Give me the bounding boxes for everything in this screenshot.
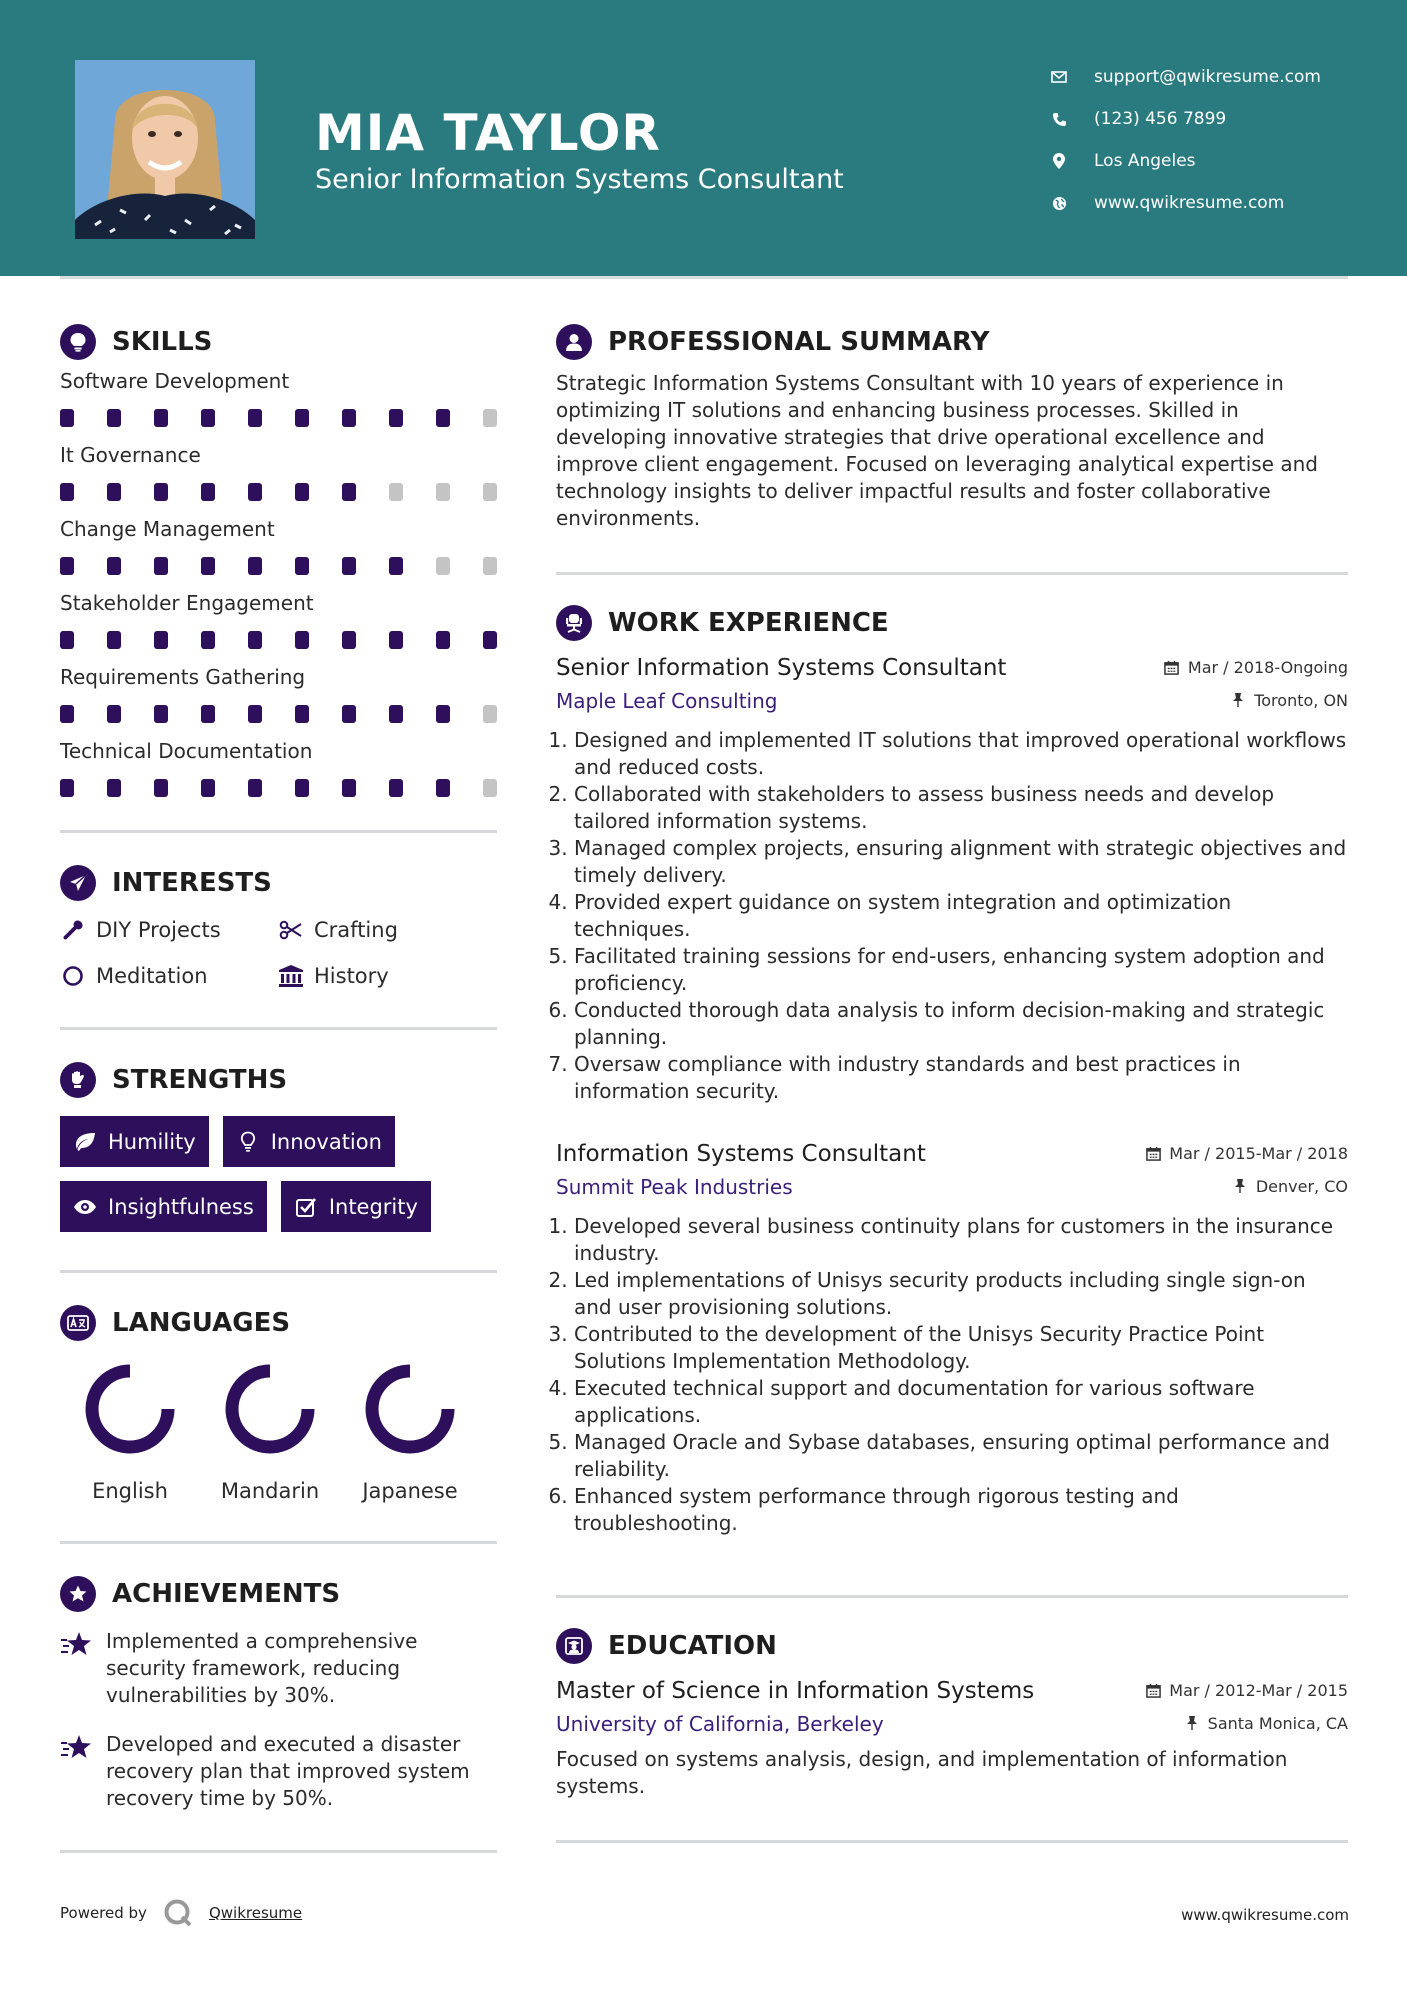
rating-dot-filled: [107, 631, 121, 649]
skill-name: It Governance: [60, 443, 201, 467]
achievements-heading: [60, 1574, 497, 1614]
achievements-title: ACHIEVEMENTS: [112, 1579, 341, 1609]
pushpin-icon: [1230, 692, 1246, 708]
rating-dot-empty: [483, 409, 497, 427]
rating-dot-filled: [248, 483, 262, 501]
graduate-icon: [556, 1628, 592, 1664]
skill-item: [60, 442, 497, 516]
rating-dot-filled: [248, 409, 262, 427]
rating-dot-filled: [154, 557, 168, 575]
star-icon: [60, 1630, 94, 1660]
duty-item: 5. Managed Oracle and Sybase databases, ensuring optimal performance and reliability.: [574, 1429, 1348, 1483]
language-name: English: [92, 1479, 168, 1503]
rating-dot-filled: [295, 409, 309, 427]
skill-item: [60, 738, 497, 812]
rating-dot-empty: [483, 557, 497, 575]
skill-rating: [60, 764, 497, 812]
education-title: EDUCATION: [608, 1631, 777, 1661]
skill-name: Stakeholder Engagement: [60, 591, 314, 615]
strength-label: Integrity: [328, 1194, 418, 1219]
rating-dot-filled: [201, 409, 215, 427]
school-name: University of California, Berkeley: [556, 1712, 884, 1736]
user-icon: [556, 324, 592, 360]
language-progress-ring: [82, 1361, 178, 1457]
rating-dot-filled: [60, 779, 74, 797]
interests-heading: [60, 863, 497, 903]
skill-rating: [60, 394, 497, 442]
rating-dot-filled: [436, 705, 450, 723]
skill-item: [60, 368, 497, 442]
contact-website-text: www.qwikresume.com: [1094, 193, 1285, 213]
achievement-item: [60, 1628, 497, 1709]
summary-title: PROFESSIONAL SUMMARY: [608, 327, 990, 357]
job-subheader: [556, 1175, 1348, 1199]
job-duties: [556, 727, 1348, 1105]
skill-name: Change Management: [60, 517, 275, 541]
calendar-icon: [1145, 1683, 1161, 1699]
rating-dot-filled: [389, 631, 403, 649]
circle-icon: [60, 963, 86, 989]
rating-dot-filled: [107, 705, 121, 723]
contact-location-text: Los Angeles: [1094, 151, 1196, 171]
education-location-text: Santa Monica, CA: [1207, 1713, 1348, 1733]
degree-title: Master of Science in Information Systems: [556, 1678, 1035, 1704]
contact-email[interactable]: [1050, 56, 1380, 98]
education-description: Focused on systems analysis, design, and implementation of information systems.: [556, 1747, 1288, 1798]
contact-phone-text: (123) 456 7899: [1094, 109, 1227, 129]
skills-heading: [60, 322, 497, 362]
strength-tag: [281, 1181, 431, 1232]
footer-url[interactable]: www.qwikresume.com: [1181, 1906, 1349, 1924]
language-item: [340, 1361, 480, 1503]
rating-dot-filled: [342, 409, 356, 427]
interest-item: [278, 963, 497, 989]
rating-dot-empty: [436, 557, 450, 575]
rating-dot-empty: [483, 779, 497, 797]
strengths-heading: [60, 1060, 497, 1100]
calendar-icon: [1164, 660, 1180, 676]
rating-dot-filled: [60, 557, 74, 575]
rating-dot-filled: [60, 409, 74, 427]
contact-website[interactable]: [1050, 182, 1380, 224]
languages-title: LANGUAGES: [112, 1308, 291, 1338]
job-dates: [1145, 1144, 1348, 1163]
rating-dot-empty: [483, 483, 497, 501]
rating-dot-filled: [342, 483, 356, 501]
job-title: Senior Information Systems Consultant: [556, 655, 1007, 681]
rating-dot-filled: [154, 705, 168, 723]
education-dates-text: Mar / 2012-Mar / 2015: [1169, 1681, 1348, 1700]
language-progress-ring: [222, 1361, 318, 1457]
experience-heading: [556, 603, 1348, 643]
rating-dot-empty: [436, 483, 450, 501]
footer-branding: [60, 1898, 302, 1928]
achievements-list: [60, 1628, 497, 1812]
rating-dot-filled: [248, 705, 262, 723]
rating-dot-filled: [342, 557, 356, 575]
rating-dot-filled: [342, 779, 356, 797]
contact-phone[interactable]: [1050, 98, 1380, 140]
envelope-icon: [1050, 68, 1068, 86]
rating-dot-filled: [295, 705, 309, 723]
skill-name: Technical Documentation: [60, 739, 313, 763]
office-chair-icon: [556, 605, 592, 641]
job-dates-text: Mar / 2018-Ongoing: [1187, 658, 1348, 677]
strength-tag: [60, 1181, 267, 1232]
rating-dot-filled: [436, 779, 450, 797]
candidate-name: MIA TAYLOR: [315, 104, 661, 162]
skill-rating: [60, 542, 497, 590]
raised-fist-icon: [60, 1062, 96, 1098]
strength-label: Insightfulness: [108, 1194, 254, 1219]
calendar-icon: [1145, 1146, 1161, 1162]
duty-item: 5. Facilitated training sessions for end-users, enhancing system adoption and proficiency.: [574, 943, 1348, 997]
strength-label: Humility: [108, 1129, 196, 1154]
duty-item: 3. Managed complex projects, ensuring alignment with strategic objectives and timely delivery.: [574, 835, 1348, 889]
summary-text: Strategic Information Systems Consultant with 10 years of experience in optimizing IT solutions and enhancing business processes. Skilled in developing innovative strategies that drive operational excellence and improve client engagement. Focused on leveraging analytical expertise and technology insights to deliver impactful results and foster collaborative environments.: [556, 371, 1318, 530]
rating-dot-filled: [389, 557, 403, 575]
rating-dot-filled: [201, 705, 215, 723]
rating-dot-filled: [248, 779, 262, 797]
rating-dot-filled: [295, 483, 309, 501]
section-divider: [60, 1850, 497, 1853]
rating-dot-filled: [389, 705, 403, 723]
rating-dot-filled: [107, 483, 121, 501]
language-name: Japanese: [362, 1479, 458, 1503]
rating-dot-filled: [483, 631, 497, 649]
rating-dot-filled: [342, 705, 356, 723]
rating-dot-filled: [154, 631, 168, 649]
skill-item: [60, 664, 497, 738]
rating-dot-filled: [60, 483, 74, 501]
job-header: [556, 655, 1348, 681]
education-dates: [1145, 1681, 1348, 1700]
contact-list: [1050, 56, 1380, 224]
rating-dot-filled: [201, 779, 215, 797]
rating-dot-filled: [436, 631, 450, 649]
experience-title: WORK EXPERIENCE: [608, 608, 889, 638]
rating-dot-filled: [295, 557, 309, 575]
job-header: [556, 1141, 1348, 1167]
rating-dot-filled: [389, 779, 403, 797]
achievement-text: Developed and executed a disaster recovery plan that improved system recovery time by 50%.: [106, 1732, 470, 1810]
lightbulb-icon: [235, 1129, 261, 1155]
rating-dot-filled: [295, 631, 309, 649]
interest-label: DIY Projects: [96, 918, 221, 942]
candidate-title: Senior Information Systems Consultant: [315, 164, 844, 195]
education-location: [1184, 1714, 1348, 1733]
education-entry: [556, 1678, 1348, 1800]
achievement-text: Implemented a comprehensive security framework, reducing vulnerabilities by 30%.: [106, 1629, 418, 1707]
duty-item: 6. Conducted thorough data analysis to inform decision-making and strategic planning.: [574, 997, 1348, 1051]
qwikresume-link[interactable]: Qwikresume: [208, 1904, 303, 1922]
languages-list: [60, 1361, 480, 1503]
job-company: Summit Peak Industries: [556, 1175, 793, 1199]
rating-dot-filled: [154, 483, 168, 501]
duty-item: 4. Provided expert guidance on system integration and optimization techniques.: [574, 889, 1348, 943]
rating-dot-filled: [107, 557, 121, 575]
language-item: [60, 1361, 200, 1503]
skill-name: Software Development: [60, 369, 290, 393]
header-divider: [60, 276, 1348, 279]
rating-dot-empty: [483, 705, 497, 723]
star-badge-icon: [60, 1576, 96, 1612]
rating-dot-filled: [201, 631, 215, 649]
rating-dot-filled: [60, 631, 74, 649]
strength-tag: [60, 1116, 209, 1167]
duty-item: 7. Oversaw compliance with industry standards and best practices in information security.: [574, 1051, 1348, 1105]
duty-item: 2. Collaborated with stakeholders to assess business needs and develop tailored information systems.: [574, 781, 1348, 835]
interest-label: History: [314, 964, 389, 988]
leaf-icon: [72, 1129, 98, 1155]
section-divider: [556, 1595, 1348, 1598]
duty-item: 6. Enhanced system performance through rigorous testing and troubleshooting.: [574, 1483, 1348, 1537]
pushpin-icon: [1232, 1178, 1248, 1194]
interest-item: [60, 917, 278, 943]
left-column: [60, 322, 497, 1853]
lightbulb-icon: [60, 324, 96, 360]
checkbox-icon: [293, 1194, 319, 1220]
job-entry: [556, 655, 1348, 1105]
rating-dot-filled: [154, 409, 168, 427]
rating-dot-filled: [107, 409, 121, 427]
language-name: Mandarin: [220, 1479, 320, 1503]
job-entry: [556, 1141, 1348, 1537]
section-divider: [556, 572, 1348, 575]
job-location-text: Denver, CO: [1255, 1176, 1348, 1196]
section-divider: [60, 1270, 497, 1273]
achievement-item: [60, 1731, 497, 1812]
skills-list: [60, 368, 497, 812]
portrait-image: [75, 60, 255, 239]
section-divider: [60, 1027, 497, 1030]
rating-dot-filled: [60, 705, 74, 723]
strength-tag: [223, 1116, 395, 1167]
skill-item: [60, 590, 497, 664]
duty-item: 3. Contributed to the development of the Unisys Security Practice Point Solutions Implementation Methodology.: [574, 1321, 1348, 1375]
duty-item: 1. Designed and implemented IT solutions that improved operational workflows and reduced costs.: [574, 727, 1348, 781]
star-icon: [60, 1733, 94, 1763]
skill-name: Requirements Gathering: [60, 665, 306, 689]
interest-item: [278, 917, 497, 943]
skill-rating: [60, 616, 497, 664]
pushpin-icon: [1184, 1715, 1200, 1731]
interests-list: [60, 917, 497, 989]
interest-label: Crafting: [314, 918, 398, 942]
languages-heading: [60, 1303, 497, 1343]
language-icon: [60, 1305, 96, 1341]
duty-item: 1. Developed several business continuity plans for customers in the insurance industry.: [574, 1213, 1348, 1267]
contact-email-text: support@qwikresume.com: [1094, 67, 1321, 87]
duty-item: 4. Executed technical support and documentation for various software applications.: [574, 1375, 1348, 1429]
resume-header: [0, 0, 1407, 276]
job-dates-text: Mar / 2015-Mar / 2018: [1169, 1144, 1348, 1163]
rating-dot-filled: [248, 557, 262, 575]
section-divider: [60, 1541, 497, 1544]
rating-dot-filled: [295, 779, 309, 797]
education-subheader: [556, 1712, 1348, 1736]
rating-dot-filled: [107, 779, 121, 797]
strengths-title: STRENGTHS: [112, 1065, 288, 1095]
contact-location: [1050, 140, 1380, 182]
job-company: Maple Leaf Consulting: [556, 689, 778, 713]
rating-dot-filled: [248, 631, 262, 649]
section-divider: [60, 830, 497, 833]
map-pin-icon: [1050, 152, 1068, 170]
job-location-text: Toronto, ON: [1254, 690, 1348, 710]
language-item: [200, 1361, 340, 1503]
job-title: Information Systems Consultant: [556, 1141, 926, 1167]
scissors-icon: [278, 917, 304, 943]
section-divider: [556, 1840, 1348, 1843]
rating-dot-filled: [201, 483, 215, 501]
education-heading: [556, 1626, 1348, 1666]
strengths-list: [60, 1116, 497, 1232]
interest-item: [60, 963, 278, 989]
skill-rating: [60, 690, 497, 738]
globe-icon: [1050, 194, 1068, 212]
rating-dot-filled: [436, 409, 450, 427]
strength-label: Innovation: [270, 1129, 382, 1154]
profile-photo: [75, 60, 255, 239]
museum-icon: [278, 963, 304, 989]
paper-plane-icon: [60, 865, 96, 901]
job-duties: [556, 1213, 1348, 1537]
rating-dot-filled: [342, 631, 356, 649]
summary-heading: [556, 322, 1348, 362]
eye-icon: [72, 1194, 98, 1220]
education-header: [556, 1678, 1348, 1704]
skill-rating: [60, 468, 497, 516]
job-subheader: [556, 689, 1348, 713]
job-dates: [1164, 658, 1348, 677]
right-column: [556, 322, 1348, 1843]
job-location: [1230, 691, 1348, 710]
skills-title: SKILLS: [112, 327, 213, 357]
interests-title: INTERESTS: [112, 868, 272, 898]
interest-label: Meditation: [96, 964, 208, 988]
skill-item: [60, 516, 497, 590]
job-location: [1232, 1177, 1348, 1196]
rating-dot-filled: [389, 409, 403, 427]
rating-dot-filled: [201, 557, 215, 575]
wrench-icon: [60, 917, 86, 943]
duty-item: 2. Led implementations of Unisys security products including single sign-on and user provisioning solutions.: [574, 1267, 1348, 1321]
powered-by-text: Powered by: [60, 1904, 147, 1922]
rating-dot-filled: [154, 779, 168, 797]
language-progress-ring: [362, 1361, 458, 1457]
rating-dot-empty: [389, 483, 403, 501]
qwikresume-logo-icon: [163, 1898, 193, 1928]
phone-icon: [1050, 110, 1068, 128]
